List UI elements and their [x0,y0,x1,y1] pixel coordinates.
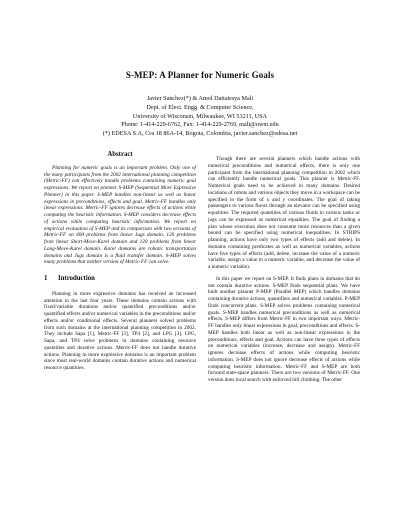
body-paragraph-2: In this paper we report on S-MEP. It finds plans in domains that do not contain durative actions. S-MEP finds sequential plans. We have built another planner P-MEP (Parallel MEP) which handles domains containing durative actions, quantifiers and numerical variables. P-MEP finds concurrent plans. S-MEP solves problems containing numerical goals. S-MEP handles numerical preconditions as well as numerical effects. S-MEP differs from Metric-FF in two important ways. Metric-FF handles only linear expressions in goal, preconditions and effects. S-MEP handles both linear as well as non-linear expressions in the preconditions, effects and goal. Actions can have three types of effects on numerical variables (increase, decrease and assign). Metric-FF ignores decrease effects of actions while computing heuristic information. S-MEP does not ignore decrease effects of actions while computing heuristic information. Metric-FF and S-MEP are both forward state-space planners. There are two versions of Metric-FF. One version does local search with enforced hill climbing. The other [208,275,360,383]
author-names: Javier Sanchez(*) & Amol Dattatraya Mali [146,95,254,102]
author-department: Dept. of Elect. Engg. & Computer Science, [146,103,254,111]
abstract-text: Planning for numeric goals is an important problem. Only one of the many participants from the 2002 international planning competition (Metric-FF) can effectively handle problems containing numeric goal expressions. We report on planner S-MEP (Sequential More Expressive Planner) in this paper. S-MEP handles non-linear as well as linear expressions in preconditions, effects and goal. Metric-FF handles only linear expressions. Metric-FF ignores decrease effects of actions while computing the heuristic information. S-MEP considers decrease effects of actions while computing heuristic information. We report on empirical evaluation of S-MEP and its comparison with two versions of Metric-FF on 400 problems from linear Jugs domain, 120 problems from linear Short-Move-Karel domain and 120 problems from linear Long-Move-Karel domain. Karel domains are robotic transportation domains and Jugs domain is a fluid transfer domain. S-MEP solves many problems that neither version of Metric-FF can solve. [44,164,196,266]
section-title: Introduction [58,275,95,282]
author-block [0,95,400,139]
introduction-paragraph: Planning in more expressive domains has received an increased attention in the last four years. These domains contain actions with fixed/variable durations and/or quantified preconditions and/or quantified effects and/or numerical variables in the preconditions and/or effects and/or conditional effects. Several planners solved problems from such domains at the international planning competition in 2002. They include Sapa [1], Metric-FF [3], TP4 [2], and LPG [3]. LPG, Sapa, and TP4 solve problems in domains containing resource quantities and durative actions. Metric-FF does not handle durative actions. Planning in more expressive domains is an important problem since most real-world domains contain durative actions and numerical resource quantities. [44,290,196,371]
abstract-heading: Abstract [107,151,133,158]
author-university: University of Wisconsin, Milwaukee, WI 53211, USA [132,112,268,120]
right-column [208,156,360,384]
left-column [44,152,196,372]
paper-title: S-MEP: A Planner for Numeric Goals [125,70,275,80]
author-contact: Phone: 1-414-229-6762, Fax: 1-414-229-2769, mali@uwm.edu [121,121,279,129]
introduction-heading [44,276,196,283]
author-affiliation-2: (*) EDESA S.A, Cra 18 86A-14, Bogota, Colombia, javier.sanchez@edesa.net [102,130,298,138]
body-paragraph-1: Though there are several planners which handle actions with numerical preconditions and numerical effects, there is only one participant from the international planning competition in 2002 which can efficiently handle numerical goals. This planner is Metric-FF. Numerical goals need to be achieved in many domains. Desired locations of robots and various objects they move in a workspace can be specified in the form of x and y coordinates. The goal of taking passengers to various floors through an elevator can be specified using equalities. The required quantities of various fluids in various tanks or jugs can be expressed as numerical equalities. The goal of finding a plan whose execution does not consume more resources than a given bound can be specified using numerical inequalities. In STRIPS planning, actions have only two types of effects (add and delete). In domains containing predicates as well as numerical variables, actions have five types of effects (add, delete, increase the value of a numeric variable, assign a value to a numeric variable, and decrease the value of a numeric variable). [208,156,360,270]
section-number: 1 [44,275,48,282]
